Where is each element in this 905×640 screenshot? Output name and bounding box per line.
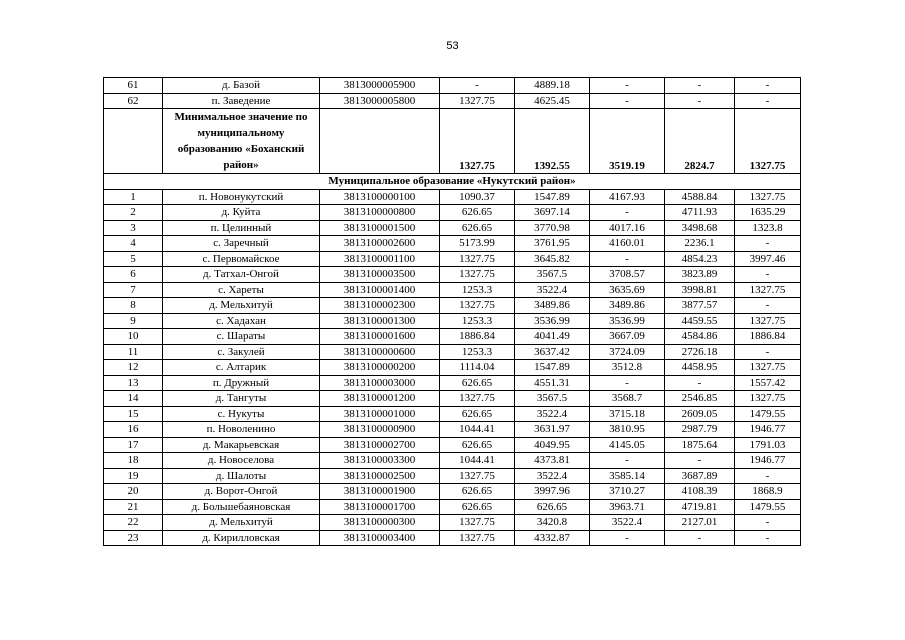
summary-blank-cell [104, 109, 163, 174]
summary-row [104, 109, 801, 174]
settlement-code-cell: 3813100003000 [320, 375, 440, 391]
row-number-cell: 5 [104, 251, 163, 267]
settlement-code-cell: 3813100001200 [320, 391, 440, 407]
settlement-code-cell: 3813100000200 [320, 360, 440, 376]
value5-cell: 1327.75 [735, 189, 801, 205]
row-number-cell: 4 [104, 236, 163, 252]
value1-cell: 1327.75 [440, 515, 515, 531]
value2-cell: 3567.5 [515, 391, 590, 407]
table-row [104, 406, 801, 422]
row-number-cell: 16 [104, 422, 163, 438]
settlement-code-cell: 3813100001500 [320, 220, 440, 236]
value4-cell: 3498.68 [665, 220, 735, 236]
value1-cell: 626.65 [440, 205, 515, 221]
value2-cell: 4625.45 [515, 93, 590, 109]
settlement-code-cell: 3813100002700 [320, 437, 440, 453]
value5-cell: - [735, 93, 801, 109]
value2-cell: 3761.95 [515, 236, 590, 252]
table-row [104, 282, 801, 298]
table-row [104, 375, 801, 391]
value5-cell: 1479.55 [735, 499, 801, 515]
settlement-code-cell: 3813100003300 [320, 453, 440, 469]
settlement-code-cell: 3813100000900 [320, 422, 440, 438]
table-row [104, 313, 801, 329]
settlement-code-cell: 3813100003400 [320, 530, 440, 546]
settlement-name-cell: д. Большебаяновская [163, 499, 320, 515]
table-row [104, 530, 801, 546]
value3-cell: - [590, 78, 665, 94]
row-number-cell: 62 [104, 93, 163, 109]
settlement-name-cell: п. Целинный [163, 220, 320, 236]
table-row [104, 360, 801, 376]
value3-cell: 3585.14 [590, 468, 665, 484]
value4-cell: 3877.57 [665, 298, 735, 314]
value5-cell: 1886.84 [735, 329, 801, 345]
value5-cell: - [735, 515, 801, 531]
value4-cell: - [665, 78, 735, 94]
value2-cell: 3536.99 [515, 313, 590, 329]
value5-cell: 1557.42 [735, 375, 801, 391]
summary-v2-cell: 1392.55 [515, 109, 590, 174]
value1-cell: 1327.75 [440, 251, 515, 267]
table-row [104, 93, 801, 109]
settlement-code-cell: 3813000005800 [320, 93, 440, 109]
row-number-cell: 6 [104, 267, 163, 283]
value4-cell: 4719.81 [665, 499, 735, 515]
value5-cell: 1327.75 [735, 360, 801, 376]
value2-cell: 3420.8 [515, 515, 590, 531]
settlement-name-cell: п. Дружный [163, 375, 320, 391]
value2-cell: 3522.4 [515, 406, 590, 422]
row-number-cell: 14 [104, 391, 163, 407]
value3-cell: 3667.09 [590, 329, 665, 345]
value2-cell: 3489.86 [515, 298, 590, 314]
value2-cell: 1547.89 [515, 189, 590, 205]
settlement-name-cell: д. Мельхитуй [163, 515, 320, 531]
settlement-name-cell: с. Алтарик [163, 360, 320, 376]
value1-cell: 626.65 [440, 375, 515, 391]
value5-cell: - [735, 530, 801, 546]
value5-cell: 1791.03 [735, 437, 801, 453]
value5-cell: 1327.75 [735, 282, 801, 298]
value5-cell: 1327.75 [735, 391, 801, 407]
settlement-name-cell: д. Татхал-Онгой [163, 267, 320, 283]
value4-cell: 2236.1 [665, 236, 735, 252]
row-number-cell: 11 [104, 344, 163, 360]
value5-cell: 1635.29 [735, 205, 801, 221]
value3-cell: 3715.18 [590, 406, 665, 422]
value1-cell: 626.65 [440, 406, 515, 422]
settlement-name-cell: д. Кирилловская [163, 530, 320, 546]
settlement-name-cell: с. Закулей [163, 344, 320, 360]
settlement-name-cell: с. Хареты [163, 282, 320, 298]
value1-cell: 1253.3 [440, 313, 515, 329]
value1-cell: 1044.41 [440, 422, 515, 438]
row-number-cell: 2 [104, 205, 163, 221]
settlement-name-cell: д. Макарьевская [163, 437, 320, 453]
value5-cell: - [735, 468, 801, 484]
row-number-cell: 21 [104, 499, 163, 515]
table-row [104, 422, 801, 438]
value3-cell: - [590, 251, 665, 267]
table-row [104, 267, 801, 283]
summary-label: Минимальное значение по муниципальному образованию «Боханский район» [163, 109, 320, 174]
value1-cell: 1327.75 [440, 93, 515, 109]
value4-cell: 2726.18 [665, 344, 735, 360]
settlement-name-cell: д. Куйта [163, 205, 320, 221]
settlement-code-cell: 3813100002300 [320, 298, 440, 314]
value4-cell: 1875.64 [665, 437, 735, 453]
value3-cell: 3810.95 [590, 422, 665, 438]
settlement-name-cell: с. Хадахан [163, 313, 320, 329]
settlement-name-cell: п. Заведение [163, 93, 320, 109]
summary-v1-cell: 1327.75 [440, 109, 515, 174]
settlement-name-cell: п. Новоленино [163, 422, 320, 438]
table-row [104, 329, 801, 345]
value3-cell: 3708.57 [590, 267, 665, 283]
value1-cell: 1090.37 [440, 189, 515, 205]
row-number-cell: 3 [104, 220, 163, 236]
table-row [104, 344, 801, 360]
settlement-code-cell: 3813100000100 [320, 189, 440, 205]
settlement-name-cell: д. Новоселова [163, 453, 320, 469]
settlement-name-cell: с. Первомайское [163, 251, 320, 267]
value1-cell: 1114.04 [440, 360, 515, 376]
value4-cell: 2987.79 [665, 422, 735, 438]
table-row [104, 391, 801, 407]
table-row [104, 251, 801, 267]
value4-cell: 3998.81 [665, 282, 735, 298]
settlement-code-cell: 3813100000800 [320, 205, 440, 221]
value3-cell: 4017.16 [590, 220, 665, 236]
value3-cell: 3512.8 [590, 360, 665, 376]
row-number-cell: 23 [104, 530, 163, 546]
value1-cell: 1327.75 [440, 391, 515, 407]
row-number-cell: 12 [104, 360, 163, 376]
value3-cell: 4160.01 [590, 236, 665, 252]
value1-cell: 626.65 [440, 499, 515, 515]
value2-cell: 4041.49 [515, 329, 590, 345]
table-row [104, 453, 801, 469]
value1-cell: - [440, 78, 515, 94]
value3-cell: - [590, 375, 665, 391]
value3-cell: 3489.86 [590, 298, 665, 314]
value4-cell: 4854.23 [665, 251, 735, 267]
value4-cell: 3823.89 [665, 267, 735, 283]
settlement-code-cell: 3813100001300 [320, 313, 440, 329]
value5-cell: - [735, 267, 801, 283]
row-number-cell: 8 [104, 298, 163, 314]
settlement-name-cell: д. Тангуты [163, 391, 320, 407]
value4-cell: 4108.39 [665, 484, 735, 500]
value2-cell: 1547.89 [515, 360, 590, 376]
value5-cell: 1323.8 [735, 220, 801, 236]
settlement-code-cell: 3813100002600 [320, 236, 440, 252]
value2-cell: 626.65 [515, 499, 590, 515]
value4-cell: 2609.05 [665, 406, 735, 422]
settlement-code-cell: 3813100002500 [320, 468, 440, 484]
value1-cell: 626.65 [440, 437, 515, 453]
value3-cell: - [590, 530, 665, 546]
value5-cell: - [735, 236, 801, 252]
table-row [104, 515, 801, 531]
value3-cell: - [590, 205, 665, 221]
value3-cell: 4167.93 [590, 189, 665, 205]
settlement-name-cell: с. Шараты [163, 329, 320, 345]
table-row [104, 189, 801, 205]
value2-cell: 3567.5 [515, 267, 590, 283]
page-number: 53 [446, 40, 459, 52]
value4-cell: 4584.86 [665, 329, 735, 345]
value4-cell: 2546.85 [665, 391, 735, 407]
table-row [104, 78, 801, 94]
value2-cell: 4551.31 [515, 375, 590, 391]
row-number-cell: 10 [104, 329, 163, 345]
value4-cell: 4711.93 [665, 205, 735, 221]
row-number-cell: 61 [104, 78, 163, 94]
value3-cell: 3536.99 [590, 313, 665, 329]
settlement-name-cell: д. Мельхитуй [163, 298, 320, 314]
value2-cell: 4049.95 [515, 437, 590, 453]
settlement-code-cell: 3813100001000 [320, 406, 440, 422]
settlement-name-cell: д. Базой [163, 78, 320, 94]
value2-cell: 3645.82 [515, 251, 590, 267]
row-number-cell: 7 [104, 282, 163, 298]
value5-cell: 1479.55 [735, 406, 801, 422]
value2-cell: 3631.97 [515, 422, 590, 438]
value3-cell: - [590, 93, 665, 109]
settlement-code-cell: 3813100000300 [320, 515, 440, 531]
table-row [104, 468, 801, 484]
value1-cell: 1327.75 [440, 468, 515, 484]
value5-cell: - [735, 344, 801, 360]
value1-cell: 1327.75 [440, 530, 515, 546]
table-row [104, 484, 801, 500]
value3-cell: 3710.27 [590, 484, 665, 500]
table-row [104, 236, 801, 252]
table-row [104, 437, 801, 453]
settlement-code-cell: 3813100000600 [320, 344, 440, 360]
value1-cell: 626.65 [440, 220, 515, 236]
value1-cell: 1327.75 [440, 298, 515, 314]
row-number-cell: 15 [104, 406, 163, 422]
settlement-code-cell: 3813100003500 [320, 267, 440, 283]
value4-cell: 4588.84 [665, 189, 735, 205]
settlement-name-cell: д. Шалоты [163, 468, 320, 484]
row-number-cell: 13 [104, 375, 163, 391]
settlement-code-cell: 3813100001100 [320, 251, 440, 267]
table-row [104, 205, 801, 221]
value1-cell: 626.65 [440, 484, 515, 500]
row-number-cell: 19 [104, 468, 163, 484]
section-title: Муниципальное образование «Нукутский район» [104, 174, 801, 190]
table-row [104, 499, 801, 515]
value3-cell: 3724.09 [590, 344, 665, 360]
value3-cell: 4145.05 [590, 437, 665, 453]
value1-cell: 1044.41 [440, 453, 515, 469]
settlement-name-cell: д. Ворот-Онгой [163, 484, 320, 500]
settlement-name-cell: с. Заречный [163, 236, 320, 252]
value4-cell: 2127.01 [665, 515, 735, 531]
row-number-cell: 1 [104, 189, 163, 205]
value4-cell: 4459.55 [665, 313, 735, 329]
settlement-code-cell: 3813100001700 [320, 499, 440, 515]
value5-cell: 3997.46 [735, 251, 801, 267]
value2-cell: 3522.4 [515, 282, 590, 298]
summary-v5-cell: 1327.75 [735, 109, 801, 174]
summary-v4-cell: 2824.7 [665, 109, 735, 174]
settlement-code-cell: 3813000005900 [320, 78, 440, 94]
value2-cell: 3522.4 [515, 468, 590, 484]
value2-cell: 3637.42 [515, 344, 590, 360]
value3-cell: 3522.4 [590, 515, 665, 531]
value2-cell: 3770.98 [515, 220, 590, 236]
table-row [104, 298, 801, 314]
value1-cell: 5173.99 [440, 236, 515, 252]
row-number-cell: 20 [104, 484, 163, 500]
row-number-cell: 9 [104, 313, 163, 329]
settlement-name-cell: п. Новонукутский [163, 189, 320, 205]
value2-cell: 4373.81 [515, 453, 590, 469]
value3-cell: 3635.69 [590, 282, 665, 298]
value2-cell: 4332.87 [515, 530, 590, 546]
value4-cell: 3687.89 [665, 468, 735, 484]
value5-cell: 1946.77 [735, 422, 801, 438]
value2-cell: 3997.96 [515, 484, 590, 500]
value3-cell: - [590, 453, 665, 469]
settlement-code-cell: 3813100001900 [320, 484, 440, 500]
value1-cell: 1327.75 [440, 267, 515, 283]
settlements-table [103, 77, 801, 546]
value1-cell: 1253.3 [440, 344, 515, 360]
value2-cell: 4889.18 [515, 78, 590, 94]
table-row [104, 220, 801, 236]
summary-v3-cell: 3519.19 [590, 109, 665, 174]
value1-cell: 1886.84 [440, 329, 515, 345]
value5-cell: - [735, 78, 801, 94]
value4-cell: - [665, 93, 735, 109]
value4-cell: - [665, 375, 735, 391]
settlement-code-cell: 3813100001400 [320, 282, 440, 298]
value3-cell: 3568.7 [590, 391, 665, 407]
value5-cell: 1868.9 [735, 484, 801, 500]
row-number-cell: 22 [104, 515, 163, 531]
value1-cell: 1253.3 [440, 282, 515, 298]
value4-cell: - [665, 530, 735, 546]
summary-code-blank-cell [320, 109, 440, 174]
row-number-cell: 18 [104, 453, 163, 469]
value2-cell: 3697.14 [515, 205, 590, 221]
value5-cell: 1327.75 [735, 313, 801, 329]
value4-cell: - [665, 453, 735, 469]
section-header-row [104, 174, 801, 190]
settlement-code-cell: 3813100001600 [320, 329, 440, 345]
value5-cell: 1946.77 [735, 453, 801, 469]
settlement-name-cell: с. Нукуты [163, 406, 320, 422]
row-number-cell: 17 [104, 437, 163, 453]
value3-cell: 3963.71 [590, 499, 665, 515]
value4-cell: 4458.95 [665, 360, 735, 376]
table-body [104, 78, 801, 546]
value5-cell: - [735, 298, 801, 314]
